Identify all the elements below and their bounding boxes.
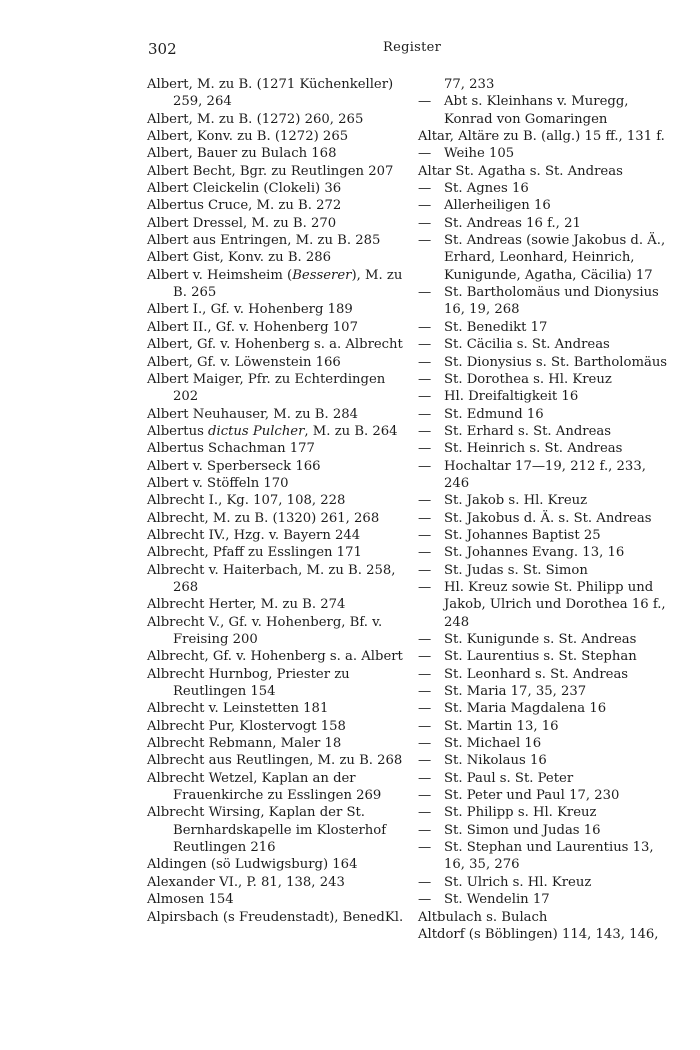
em-dash: —: [418, 510, 432, 526]
entry-continuation: 77, 233: [444, 77, 495, 92]
em-dash: —: [418, 198, 432, 214]
subentry-text: St. Laurentius s. St. Stephan: [444, 649, 637, 665]
em-dash: —: [418, 319, 432, 335]
subentry-text: St. Paul s. St. Peter: [444, 770, 574, 786]
index-entry: Albert, Gf. v. Hohenberg s. a. Albrecht: [147, 337, 403, 353]
em-dash: —: [418, 441, 432, 457]
subentry-text: St. Edmund 16: [444, 406, 544, 422]
subentry-text: St. Michael 16: [444, 736, 542, 752]
index-subentry: [418, 544, 670, 561]
subentry-text: St. Peter und Paul 17, 230: [444, 788, 620, 804]
index-entry: Albrecht Rebmann, Maler 18: [147, 736, 342, 752]
index-subentry: [418, 180, 670, 197]
index-subentry: [418, 683, 670, 700]
index-subentry: [418, 648, 670, 665]
index-entry: Albrecht Hurnbog, Priester zu Reutlingen 154: [147, 666, 350, 700]
subentry-text: St. Heinrich s. St. Andreas: [444, 441, 623, 457]
subentry-text: St. Nikolaus 16: [444, 753, 547, 769]
altar-subentry-list: [418, 180, 670, 908]
index-subentry: [418, 752, 670, 769]
index-subentry: [418, 371, 670, 388]
index-entry: Albert Cleickelin (Clokeli) 36: [147, 181, 342, 197]
index-subentry: [418, 579, 670, 631]
em-dash: —: [418, 649, 432, 665]
index-entry: Albert v. Heimsheim (Besserer), M. zu B. 265: [147, 267, 403, 301]
index-entry: Albrecht V., Gf. v. Hohenberg, Bf. v. Freising 200: [147, 614, 383, 647]
index-subentry: [418, 510, 670, 527]
subentry-text: St. Martin 13, 16: [444, 718, 559, 734]
subentry-text: St. Agnes 16: [444, 181, 529, 197]
em-dash: —: [418, 753, 432, 769]
index-entry: Albert II., Gf. v. Hohenberg 107: [147, 319, 358, 335]
em-dash: —: [418, 840, 432, 856]
index-column-left: [147, 76, 409, 926]
index-subentry: [418, 440, 670, 457]
em-dash: —: [418, 458, 432, 474]
subentry-text: St. Simon und Judas 16: [444, 822, 601, 838]
index-subentry: [418, 232, 670, 284]
index-subentry: [418, 145, 670, 162]
subentry-text: St. Dionysius s. St. Bartholomäus: [444, 354, 668, 370]
subentry-text: St. Cäcilia s. St. Andreas: [444, 337, 610, 353]
subentry-text: St. Maria 17, 35, 237: [444, 684, 587, 700]
index-entry: Albrecht, M. zu B. (1320) 261, 268: [147, 510, 380, 526]
index-entry: Alpirsbach (s Freudenstadt), BenedKl.: [147, 909, 404, 925]
em-dash: —: [418, 371, 432, 387]
index-entry: Altbulach s. Bulach: [418, 909, 548, 925]
index-entry: Altar, Altäre zu B. (allg.) 15 ff., 131 f.: [418, 129, 665, 145]
index-entry: Albertus dictus Pulcher, M. zu B. 264: [147, 423, 398, 439]
index-subentry: [418, 718, 670, 735]
index-subentry: [418, 735, 670, 752]
index-subentry: [418, 770, 670, 787]
em-dash: —: [418, 701, 432, 717]
index-entry: Albrecht Wetzel, Kaplan an der Frauenkirche zu Esslingen 269: [147, 770, 382, 804]
subentry-text: St. Bartholomäus und Dionysius 16, 19, 268: [444, 285, 659, 318]
em-dash: —: [418, 718, 432, 734]
subentry-text: Abt s. Kleinhans v. Muregg, Konrad von Gomaringen: [444, 94, 629, 127]
index-entry: Altar St. Agatha s. St. Andreas: [418, 163, 623, 179]
index-subentry: [418, 492, 670, 509]
index-entry: Albrecht IV., Hzg. v. Bayern 244: [147, 527, 361, 543]
em-dash: —: [418, 493, 432, 509]
subentry-text: St. Andreas (sowie Jakobus d. Ä., Erhard, Leonhard, Heinrich, Kunigunde, Agatha, Cäcilia) 17: [444, 233, 666, 283]
index-subentry: [418, 874, 670, 891]
em-dash: —: [418, 579, 432, 595]
index-subentry: [418, 354, 670, 371]
em-dash: —: [418, 423, 432, 439]
index-subentry: [418, 822, 670, 839]
index-subentry: [418, 215, 670, 232]
em-dash: —: [418, 822, 432, 838]
subentry-text: St. Kunigunde s. St. Andreas: [444, 632, 637, 647]
index-entry: Albert Neuhauser, M. zu B. 284: [147, 406, 359, 422]
em-dash: —: [418, 736, 432, 752]
em-dash: —: [418, 527, 432, 543]
em-dash: —: [418, 146, 432, 162]
em-dash: —: [418, 181, 432, 197]
subentry-text: St. Stephan und Laurentius 13, 16, 35, 276: [444, 840, 654, 873]
em-dash: —: [418, 389, 432, 405]
index-entry: Albrecht Pur, Klostervogt 158: [147, 718, 346, 734]
index-entry: Albrecht aus Reutlingen, M. zu B. 268: [147, 753, 403, 769]
index-subentry: [418, 562, 670, 579]
subentry-text: St. Philipp s. Hl. Kreuz: [444, 805, 597, 821]
index-subentry: [418, 458, 670, 493]
em-dash: —: [418, 770, 432, 786]
subentry-text: St. Ulrich s. Hl. Kreuz: [444, 874, 592, 890]
subentry-text: St. Dorothea s. Hl. Kreuz: [444, 371, 612, 387]
index-entry: Albert, Gf. v. Löwenstein 166: [147, 354, 341, 370]
index-entry: Albert, Konv. zu B. (1272) 265: [147, 129, 349, 145]
index-entry: Albrecht v. Leinstetten 181: [147, 701, 329, 717]
page-number: 302: [148, 40, 177, 58]
index-subentry: [418, 527, 670, 544]
subentry-text: St. Benedikt 17: [444, 319, 548, 335]
em-dash: —: [418, 874, 432, 890]
index-subentry: [418, 406, 670, 423]
em-dash: —: [418, 562, 432, 578]
em-dash: —: [418, 337, 432, 353]
subentry-text: St. Jakobus d. Ä. s. St. Andreas: [444, 510, 652, 526]
em-dash: —: [418, 632, 432, 647]
index-entry: Albert v. Sperberseck 166: [147, 458, 321, 474]
index-subentry: [418, 839, 670, 874]
subentry-text: St. Judas s. St. Simon: [444, 562, 588, 578]
index-entry: Albrecht Herter, M. zu B. 274: [147, 597, 346, 613]
index-entry: Albertus Cruce, M. zu B. 272: [147, 198, 342, 214]
em-dash: —: [418, 666, 432, 682]
subentry-text: Allerheiligen 16: [444, 198, 551, 214]
em-dash: —: [418, 788, 432, 804]
subentry-text: Hl. Dreifaltigkeit 16: [444, 389, 579, 405]
index-entry: Albrecht, Gf. v. Hohenberg s. a. Albert: [147, 649, 403, 665]
index-entry: Albert, M. zu B. (1272) 260, 265: [147, 111, 364, 127]
index-entry: Altdorf (s Böblingen) 114, 143, 146,: [418, 926, 659, 942]
index-entry: Albrecht v. Haiterbach, M. zu B. 258, 268: [147, 562, 396, 595]
subentry-text: St. Andreas 16 f., 21: [444, 215, 581, 231]
index-entry: Albertus Schachman 177: [147, 441, 315, 457]
em-dash: —: [418, 94, 432, 110]
italic-name: Besserer: [292, 267, 352, 283]
subentry-text: St. Johannes Evang. 13, 16: [444, 545, 625, 561]
index-entry: Aldingen (sö Ludwigsburg) 164: [147, 857, 358, 873]
subentry-text: Hochaltar 17—19, 212 f., 233, 246: [444, 458, 646, 491]
index-subentry: [418, 197, 670, 214]
em-dash: —: [418, 215, 432, 231]
index-entry: Albert, M. zu B. (1271 Küchenkeller) 259, 264: [147, 77, 394, 110]
index-entry: Albrecht, Pfaff zu Esslingen 171: [147, 545, 362, 561]
subentry-text: St. Leonhard s. St. Andreas: [444, 666, 629, 682]
index-subentry: [418, 423, 670, 440]
index-subentry: [418, 319, 670, 336]
em-dash: —: [418, 684, 432, 700]
running-head: Register: [383, 40, 442, 55]
em-dash: —: [418, 805, 432, 821]
index-entry: Albert Becht, Bgr. zu Reutlingen 207: [147, 163, 394, 179]
index-entry: Almosen 154: [147, 892, 234, 908]
em-dash: —: [418, 545, 432, 561]
index-subentry: [418, 388, 670, 405]
subentry-text: St. Jakob s. Hl. Kreuz: [444, 493, 588, 509]
index-entry: Albert v. Stöffeln 170: [147, 475, 289, 491]
em-dash: —: [418, 406, 432, 422]
index-subentry: [418, 284, 670, 319]
index-subentry: [418, 787, 670, 804]
index-subentry: [418, 804, 670, 821]
index-entry: Albert Gist, Konv. zu B. 286: [147, 250, 332, 266]
index-subentry: [418, 336, 670, 353]
index-entry: Albrecht I., Kg. 107, 108, 228: [147, 493, 346, 509]
index-subentry: [418, 700, 670, 717]
index-subentry: [418, 666, 670, 683]
index-entry: Albert I., Gf. v. Hohenberg 189: [147, 302, 353, 318]
em-dash: —: [418, 233, 432, 249]
subentry-text: Hl. Kreuz sowie St. Philipp und Jakob, Ulrich und Dorothea 16 f., 248: [444, 579, 666, 630]
em-dash: —: [418, 285, 432, 301]
index-entry: Albert Maiger, Pfr. zu Echterdingen 202: [147, 371, 386, 405]
index-entry: Albert aus Entringen, M. zu B. 285: [147, 233, 381, 249]
index-column-right: [418, 76, 670, 943]
em-dash: —: [418, 892, 432, 908]
em-dash: —: [418, 354, 432, 370]
italic-name: dictus Pulcher: [208, 423, 305, 439]
subentry-text: St. Wendelin 17: [444, 892, 550, 908]
index-subentry: [418, 93, 670, 128]
index-entry: Albert, Bauer zu Bulach 168: [147, 146, 337, 162]
subentry-text: Weihe 105: [444, 146, 515, 162]
subentry-text: St. Maria Magdalena 16: [444, 701, 607, 717]
index-subentry: [418, 631, 670, 648]
index-subentry: [418, 891, 670, 908]
subentry-text: St. Erhard s. St. Andreas: [444, 423, 612, 439]
index-entry: Alexander VI., P. 81, 138, 243: [147, 874, 345, 890]
index-entry: Albert Dressel, M. zu B. 270: [147, 215, 337, 231]
index-entry: Albrecht Wirsing, Kaplan der St. Bernhardskapelle im Klosterhof Reutlingen 216: [147, 805, 387, 856]
subentry-text: St. Johannes Baptist 25: [444, 527, 601, 543]
